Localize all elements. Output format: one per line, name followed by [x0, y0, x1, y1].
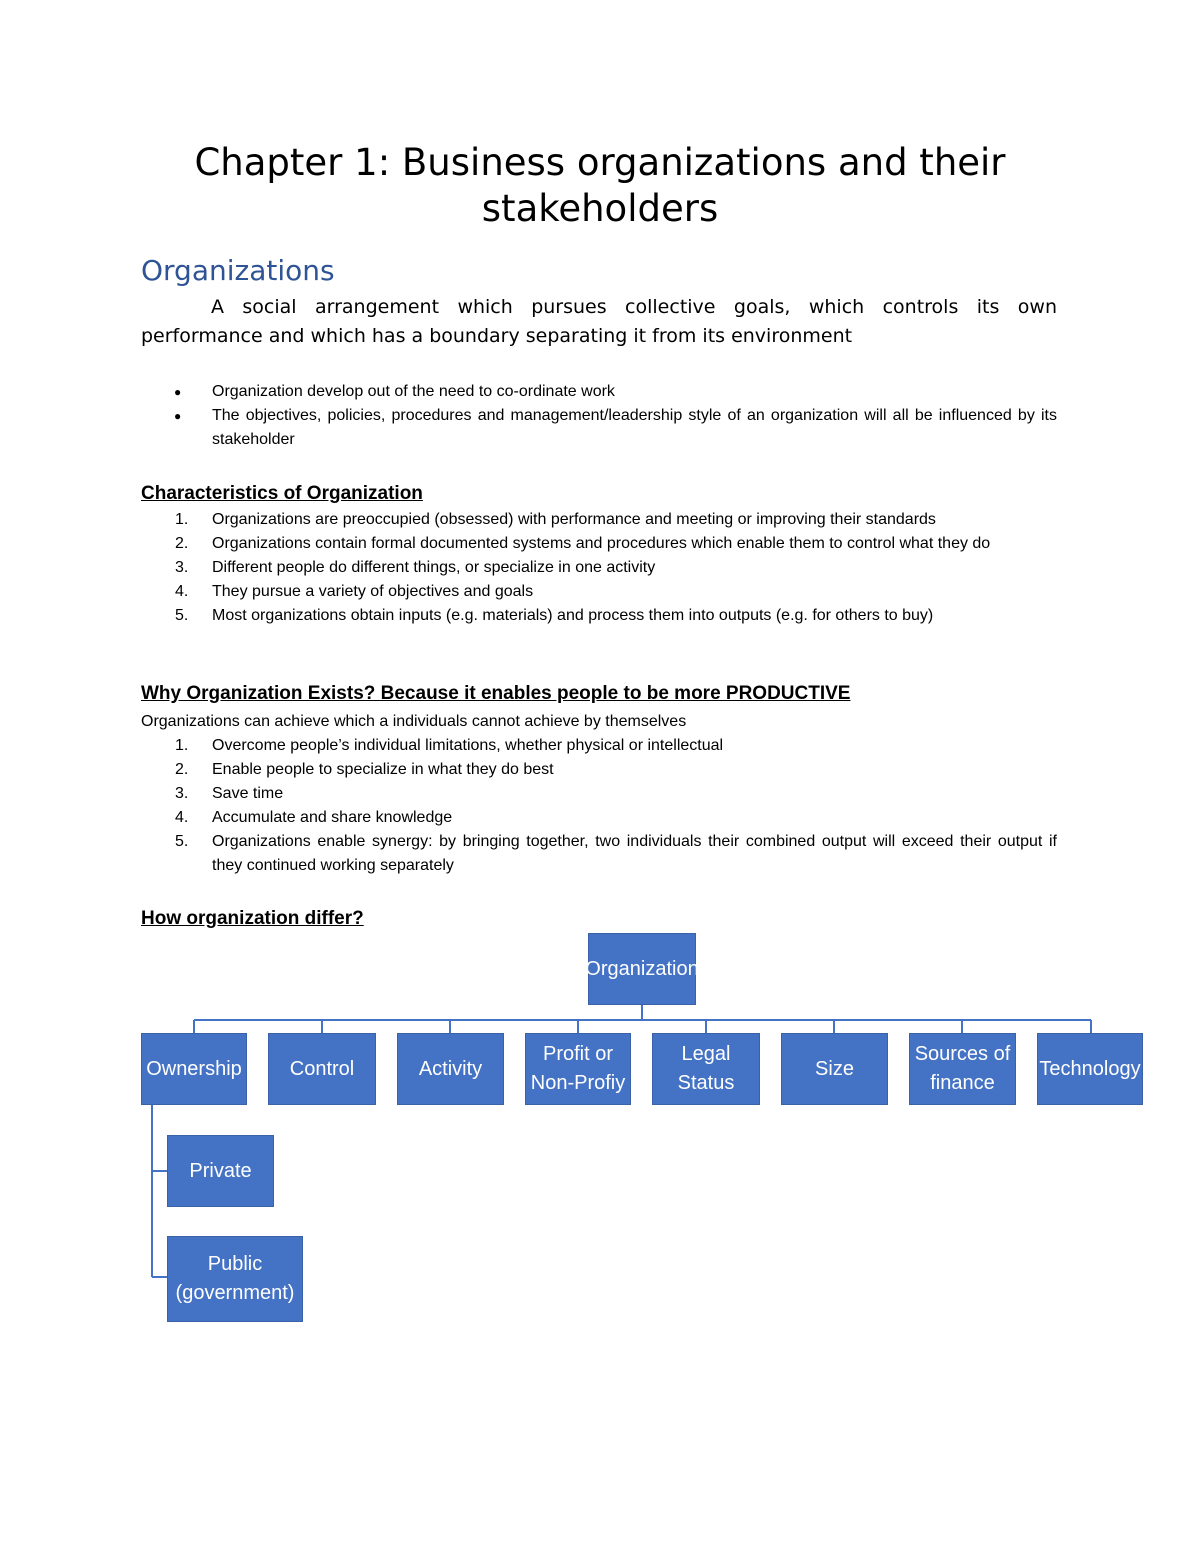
org-chart-node-ownership: Ownership [141, 1033, 247, 1105]
list-item: ● Organization develop out of the need to co-ordinate work [141, 380, 1057, 404]
org-chart-node-sources-of-finance: Sources of finance [909, 1033, 1016, 1105]
why-exists-intro: Organizations can achieve which a individuals cannot achieve by themselves [141, 713, 687, 730]
org-chart-node-legal-status: Legal Status [652, 1033, 760, 1105]
list-item: 5. Organizations enable synergy: by bringing together, two individuals their combined output will exceed their output if they continued working separately [175, 833, 1057, 874]
list-item: 4. Accumulate and share knowledge [175, 809, 453, 826]
org-chart-node-technology: Technology [1037, 1033, 1143, 1105]
how-differ-heading: How organization differ? [141, 908, 364, 929]
definition-text: A social arrangement which pursues collective goals, which controls its own performance and which has a boundary separating it from its environment [141, 296, 1057, 347]
org-chart-diagram [0, 925, 1200, 1345]
list-item: 1. Overcome people’s individual limitations, whether physical or intellectual [175, 737, 724, 754]
list-item: 3. Save time [175, 785, 284, 802]
organizations-definition [141, 293, 1057, 351]
org-chart-node-public: Public (government) [167, 1236, 303, 1322]
list-item: 4. They pursue a variety of objectives and goals [175, 583, 534, 600]
list-item: 5. Most organizations obtain inputs (e.g. materials) and process them into outputs (e.g. for others to buy) [175, 607, 934, 624]
characteristics-heading: Characteristics of Organization [141, 483, 423, 504]
list-item: 1. Organizations are preoccupied (obsessed) with performance and meeting or improving their standards [175, 511, 936, 528]
org-chart-node-activity: Activity [397, 1033, 504, 1105]
organizations-heading: Organizations [141, 254, 335, 287]
why-exists-list [141, 734, 1057, 878]
list-item: ● The objectives, policies, procedures and management/leadership style of an organization will all be influenced by its stakeholder [141, 404, 1057, 452]
org-chart-node-private: Private [167, 1135, 274, 1207]
page-title: Chapter 1: Business organizations and their stakeholders [194, 141, 1006, 230]
list-item: 2. Enable people to specialize in what they do best [175, 761, 554, 778]
list-item: 3. Different people do different things, or specialize in one activity [175, 559, 656, 576]
bullet-icon: ● [174, 409, 182, 423]
why-exists-heading: Why Organization Exists? Because it enables people to be more PRODUCTIVE [141, 683, 851, 704]
list-item: 2. Organizations contain formal documented systems and procedures which enable them to control what they do [175, 535, 991, 552]
org-chart-node-profit: Profit or Non-Profiy [525, 1033, 631, 1105]
organizations-bullet-list [141, 380, 1057, 452]
bullet-icon: ● [174, 385, 182, 399]
org-chart-node-size: Size [781, 1033, 888, 1105]
org-chart-root-node: Organization [588, 933, 696, 1005]
org-chart-node-control: Control [268, 1033, 376, 1105]
characteristics-list [141, 508, 1057, 628]
